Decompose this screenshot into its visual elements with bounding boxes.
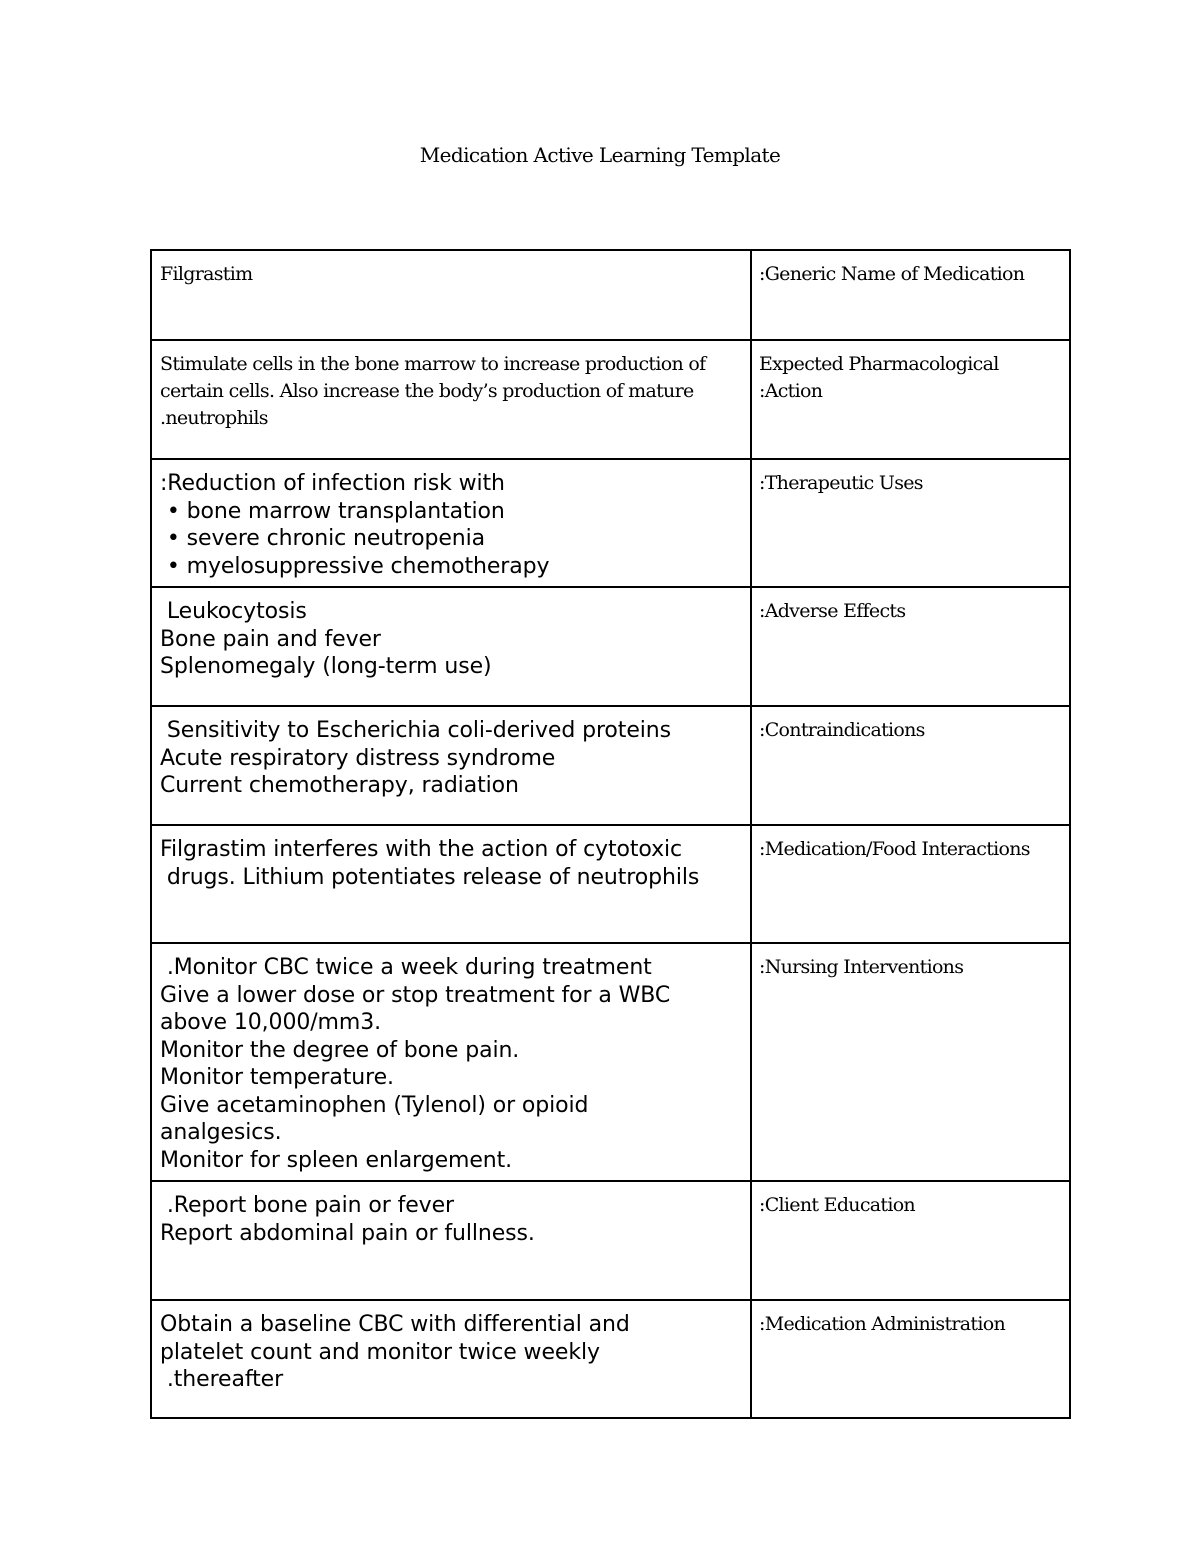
row-medication-administration (151, 1300, 1070, 1418)
row-contraindications (151, 706, 1070, 825)
administration-line: platelet count and monitor twice weekly (160, 1339, 600, 1365)
nursing-interventions-line: Monitor for spleen enlargement. (160, 1147, 513, 1173)
nursing-interventions-label: :Nursing Interventions (759, 956, 964, 978)
pharmacological-action-line: Stimulate cells in the bone marrow to increase production of (160, 353, 706, 375)
generic-name-value: Filgrastim (160, 263, 253, 285)
adverse-effects-line: Leukocytosis (160, 599, 307, 624)
interactions-line: drugs. Lithium potentiates release of neutrophils (160, 864, 700, 890)
adverse-effects-value-cell (151, 587, 751, 706)
pharmacological-action-line: .neutrophils (160, 407, 268, 429)
client-education-line: Report abdominal pain or fullness. (160, 1220, 535, 1246)
client-education-label: :Client Education (759, 1194, 915, 1216)
nursing-interventions-line: Monitor temperature. (160, 1065, 394, 1090)
row-pharmacological-action (151, 340, 1070, 459)
interactions-value-cell (151, 825, 751, 943)
nursing-interventions-line: Monitor the degree of bone pain. (160, 1037, 520, 1063)
therapeutic-uses-line: • bone marrow transplantation (160, 498, 505, 524)
administration-value-cell (151, 1300, 751, 1418)
therapeutic-uses-label-cell (751, 459, 1070, 587)
contraindications-value-cell (151, 706, 751, 825)
row-nursing-interventions (151, 943, 1070, 1181)
generic-name-label-cell (751, 250, 1070, 340)
adverse-effects-line: Bone pain and fever (160, 626, 381, 652)
administration-label: :Medication Administration (759, 1313, 1006, 1335)
pharmacological-action-value-cell (151, 340, 751, 459)
medication-template-table (150, 249, 1071, 1419)
contraindications-label-cell (751, 706, 1070, 825)
adverse-effects-label-cell (751, 587, 1070, 706)
contraindications-line: Acute respiratory distress syndrome (160, 745, 556, 771)
row-medication-food-interactions (151, 825, 1070, 943)
row-client-education (151, 1181, 1070, 1300)
nursing-interventions-line: Give acetaminophen (Tylenol) or opioid (160, 1092, 589, 1118)
generic-name-label: :Generic Name of Medication (759, 263, 1025, 285)
pharmacological-action-line: certain cells. Also increase the body’s production of mature (160, 380, 694, 402)
nursing-interventions-line: .Monitor CBC twice a week during treatment (160, 955, 652, 980)
adverse-effects-line: Splenomegaly (long-term use) (160, 654, 492, 679)
pharmacological-action-label-line: Expected Pharmacological (759, 353, 999, 375)
client-education-line: .Report bone pain or fever (160, 1193, 454, 1218)
interactions-line: Filgrastim interferes with the action of cytotoxic (160, 837, 683, 862)
therapeutic-uses-label: :Therapeutic Uses (759, 472, 923, 494)
contraindications-line: Sensitivity to Escherichia coli-derived proteins (160, 718, 671, 743)
administration-line: Obtain a baseline CBC with differential and (160, 1312, 630, 1337)
nursing-interventions-line: Give a lower dose or stop treatment for a WBC (160, 982, 671, 1008)
client-education-value-cell (151, 1181, 751, 1300)
row-adverse-effects (151, 587, 1070, 706)
nursing-interventions-label-cell (751, 943, 1070, 1181)
pharmacological-action-label-line: :Action (759, 380, 823, 402)
nursing-interventions-value-cell (151, 943, 751, 1181)
contraindications-line: Current chemotherapy, radiation (160, 773, 519, 798)
therapeutic-uses-value-cell (151, 459, 751, 587)
contraindications-label: :Contraindications (759, 719, 925, 741)
adverse-effects-label: :Adverse Effects (759, 600, 906, 622)
therapeutic-uses-line: • myelosuppressive chemotherapy (160, 553, 550, 579)
row-therapeutic-uses (151, 459, 1070, 587)
nursing-interventions-line: above 10,000/mm3. (160, 1010, 381, 1035)
row-generic-name (151, 250, 1070, 340)
interactions-label-cell (751, 825, 1070, 943)
client-education-label-cell (751, 1181, 1070, 1300)
nursing-interventions-line: analgesics. (160, 1120, 282, 1145)
therapeutic-uses-line: • severe chronic neutropenia (160, 526, 486, 551)
generic-name-value-cell (151, 250, 751, 340)
therapeutic-uses-line: :Reduction of infection risk with (160, 471, 505, 496)
document-title: Medication Active Learning Template (419, 143, 781, 167)
pharmacological-action-label-cell (751, 340, 1070, 459)
interactions-label: :Medication/Food Interactions (759, 838, 1030, 860)
administration-line: .thereafter (160, 1367, 284, 1392)
administration-label-cell (751, 1300, 1070, 1418)
